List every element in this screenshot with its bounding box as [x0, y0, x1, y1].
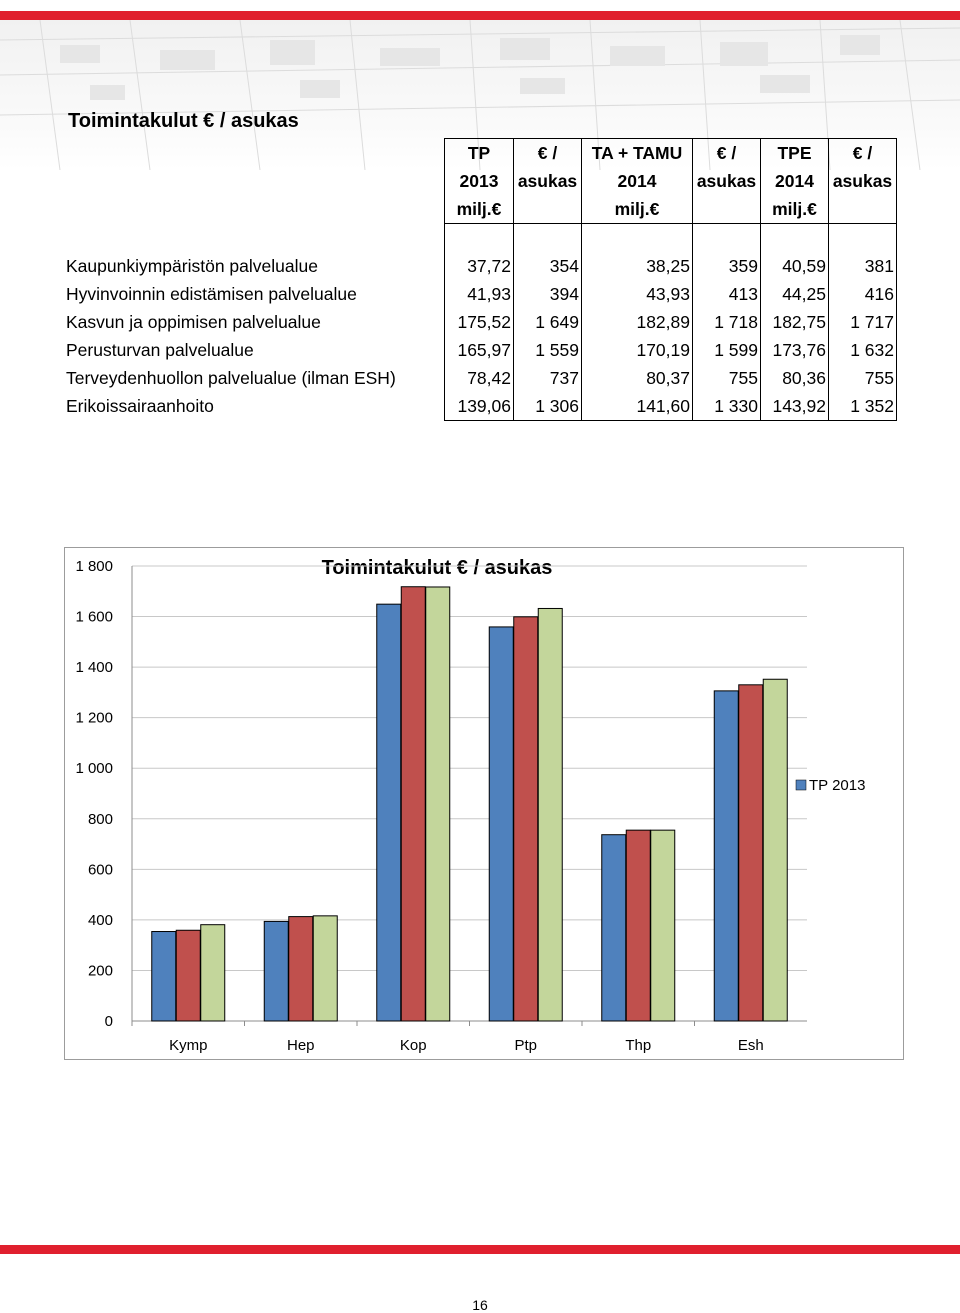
header-line: TP	[467, 143, 491, 163]
table-row	[64, 308, 897, 336]
row-label: Kaupunkiympäristön palvelualue	[66, 256, 318, 276]
bar	[313, 916, 337, 1021]
header-line: TA + TAMU	[591, 143, 683, 163]
bar	[152, 932, 176, 1021]
y-tick-label: 600	[87, 861, 113, 879]
cost-table	[64, 138, 897, 421]
y-tick-label: 200	[87, 962, 113, 980]
bar	[176, 930, 200, 1021]
bar	[426, 587, 450, 1021]
cell-value: 182,75	[761, 308, 829, 336]
y-tick-label: 0	[104, 1013, 113, 1030]
bar	[626, 830, 650, 1021]
spacer-cell	[514, 224, 582, 253]
bar	[489, 627, 513, 1021]
cell-value: 413	[693, 280, 761, 308]
table-row	[64, 336, 897, 364]
cell-value: 359	[693, 252, 761, 280]
chart-title: Toimintakulut € / asukas	[321, 557, 553, 579]
cell-value: 170,19	[582, 336, 693, 364]
y-tick-label: 1 800	[75, 558, 113, 575]
cell-value: 175,52	[445, 308, 514, 336]
page-number: 16	[472, 1297, 488, 1313]
table-row	[64, 280, 897, 308]
header-line: € /	[537, 143, 558, 163]
cell-value: 755	[693, 364, 761, 392]
legend-label: TP 2013	[809, 777, 866, 794]
cell-value: 737	[514, 364, 582, 392]
row-label: Hyvinvoinnin edistämisen palvelualue	[66, 284, 357, 304]
y-tick-label: 800	[87, 810, 113, 828]
cell-value: 1 352	[829, 392, 897, 421]
bar	[714, 691, 738, 1021]
cell-value: 1 599	[693, 336, 761, 364]
cell-value: 139,06	[445, 392, 514, 421]
spacer-cell	[761, 224, 829, 253]
cell-value: 40,59	[761, 252, 829, 280]
cell-value: 173,76	[761, 336, 829, 364]
cell-value: 143,92	[761, 392, 829, 421]
header-ta-tamu-2014	[582, 139, 693, 224]
header-line: milj.€	[456, 199, 502, 219]
header-line: asukas	[517, 171, 578, 191]
row-label: Kasvun ja oppimisen palvelualue	[66, 312, 321, 332]
header-line: milj.€	[772, 199, 817, 219]
row-label: Erikoissairaanhoito	[66, 396, 214, 417]
cell-value: 80,36	[761, 364, 829, 392]
cell-value: 41,93	[445, 280, 514, 308]
top-accent-bar	[0, 11, 960, 20]
cell-value: 78,42	[445, 364, 514, 392]
bar	[377, 604, 401, 1021]
header-line: € /	[852, 143, 873, 163]
cell-value: 1 717	[829, 308, 897, 336]
header-tpe-2014	[761, 139, 829, 224]
header-per-resident-2013	[514, 139, 582, 224]
header-line: 2014	[617, 171, 657, 191]
cell-value: 38,25	[582, 252, 693, 280]
header-line: TPE	[777, 143, 812, 163]
row-label: Perusturvan palvelualue	[66, 340, 254, 360]
y-tick-label: 1 400	[75, 659, 113, 677]
cell-value: 394	[514, 280, 582, 308]
header-spacer	[64, 139, 445, 224]
y-tick-label: 400	[87, 911, 113, 929]
table-row	[64, 392, 897, 421]
spacer-cell	[829, 224, 897, 253]
legend-swatch	[796, 780, 806, 790]
header-per-resident-2014	[693, 139, 761, 224]
bar	[602, 835, 626, 1021]
x-tick-label: Kymp	[169, 1037, 208, 1054]
table-row	[64, 252, 897, 280]
bar	[651, 830, 675, 1021]
cell-value: 354	[514, 252, 582, 280]
bar	[401, 587, 425, 1021]
cell-value: 1 330	[693, 392, 761, 421]
header-line: 2014	[775, 171, 814, 191]
bar	[201, 925, 225, 1021]
cell-value: 1 306	[514, 392, 582, 421]
header-tp-2013	[445, 139, 514, 224]
x-tick-label: Kop	[399, 1037, 427, 1054]
cell-value: 80,37	[582, 364, 693, 392]
cell-value: 1 559	[514, 336, 582, 364]
cell-value: 165,97	[445, 336, 514, 364]
y-tick-label: 1 600	[75, 608, 113, 626]
cell-value: 416	[829, 280, 897, 308]
header-line: € /	[716, 143, 737, 163]
cell-value: 141,60	[582, 392, 693, 421]
cell-value: 43,93	[582, 280, 693, 308]
header-line: milj.€	[614, 199, 660, 219]
spacer-cell	[445, 224, 514, 253]
table-header-row	[64, 139, 897, 224]
header-line: 2013	[459, 171, 499, 191]
spacer-cell	[693, 224, 761, 253]
page-title: Toimintakulut € / asukas	[68, 110, 299, 132]
bar	[289, 917, 313, 1021]
cell-value: 37,72	[445, 252, 514, 280]
bar	[514, 617, 538, 1021]
row-label: Terveydenhuollon palvelualue (ilman ESH)	[66, 368, 396, 388]
bar	[739, 685, 763, 1021]
bar	[264, 921, 288, 1021]
x-tick-label: Esh	[737, 1037, 764, 1054]
table-spacer-row	[64, 224, 897, 253]
spacer-cell	[64, 224, 445, 253]
spacer-cell	[582, 224, 693, 253]
y-tick-label: 1 000	[75, 760, 113, 778]
header-line: asukas	[696, 171, 757, 191]
bar	[763, 679, 787, 1021]
header-per-resident-tpe	[829, 139, 897, 224]
bar	[538, 608, 562, 1021]
cell-value: 755	[829, 364, 897, 392]
x-tick-label: Thp	[625, 1037, 652, 1054]
bottom-accent-bar	[0, 1245, 960, 1254]
cell-value: 1 718	[693, 308, 761, 336]
table-row	[64, 364, 897, 392]
cell-value: 44,25	[761, 280, 829, 308]
y-tick-label: 1 200	[75, 709, 113, 727]
bar-chart	[64, 547, 904, 1060]
cell-value: 182,89	[582, 308, 693, 336]
header-line: asukas	[832, 171, 893, 191]
x-tick-label: Hep	[286, 1037, 315, 1054]
cell-value: 1 632	[829, 336, 897, 364]
bar-chart-svg	[65, 548, 903, 1059]
x-tick-label: Ptp	[514, 1037, 538, 1054]
cell-value: 1 649	[514, 308, 582, 336]
cell-value: 381	[829, 252, 897, 280]
